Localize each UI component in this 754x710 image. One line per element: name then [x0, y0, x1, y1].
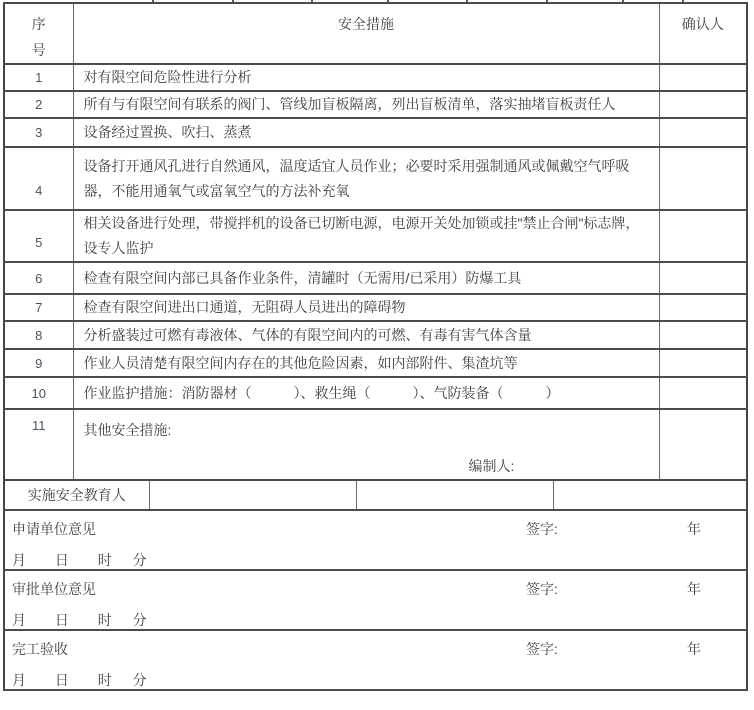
measure-row-9	[4, 349, 747, 377]
measure-text: 所有与有限空间有联系的阀门、管线加盲板隔离，列出盲板清单，落实抽堵盲板责任人	[73, 91, 659, 118]
approval-opinion-cell[interactable]	[4, 570, 747, 630]
measure-text: 分析盛装过可燃有毒液体、气体的有限空间内的可燃、有毒有害气体含量	[73, 321, 659, 349]
row-number: 3	[4, 118, 73, 147]
measure-text: 对有限空间危险性进行分析	[73, 64, 659, 91]
other-measures-cell[interactable]	[73, 409, 659, 480]
signature-label: 签字:	[526, 641, 558, 657]
header-serial-line2: 号	[31, 42, 46, 58]
approval-opinion-section	[4, 570, 747, 630]
signature-label: 签字:	[526, 581, 558, 597]
minute-label: 分	[132, 552, 147, 568]
completion-acceptance-section	[4, 630, 747, 690]
confirmer-cell[interactable]	[659, 91, 747, 118]
day-label: 日	[54, 612, 69, 628]
day-label: 日	[54, 672, 69, 688]
education-fill-cell[interactable]	[149, 480, 356, 510]
month-label: 月	[12, 672, 26, 688]
hour-label: 时	[97, 672, 112, 688]
confirmer-cell[interactable]	[659, 64, 747, 91]
confirmer-cell[interactable]	[659, 262, 747, 294]
completion-acceptance-cell[interactable]	[4, 630, 747, 690]
row-number: 4	[4, 147, 73, 210]
confirmer-cell[interactable]	[659, 409, 747, 480]
datetime-labels	[5, 551, 746, 569]
measure-row-6	[4, 262, 747, 294]
measure-text: 设备打开通风孔进行自然通风，温度适宜人员作业；必要时采用强制通风或佩戴空气呼吸器，不能用通氧气或富氧空气的方法补充氧	[73, 147, 659, 210]
minute-label: 分	[132, 612, 147, 628]
measure-row-11	[4, 409, 747, 480]
measure-row-7	[4, 294, 747, 321]
measure-text: 作业人员清楚有限空间内存在的其他危险因素，如内部附件、集渣坑等	[73, 349, 659, 377]
confirmer-cell[interactable]	[659, 294, 747, 321]
safety-education-row	[4, 480, 747, 510]
row-number: 11	[4, 409, 73, 480]
confirmer-cell[interactable]	[659, 321, 747, 349]
section-title: 申请单位意见	[12, 521, 96, 537]
signature-label: 签字:	[526, 521, 558, 537]
header-serial	[4, 3, 73, 64]
hour-label: 时	[97, 552, 112, 568]
measure-text: 设备经过置换、吹扫、蒸煮	[73, 118, 659, 147]
row-number: 9	[4, 349, 73, 377]
confirmer-cell[interactable]	[659, 349, 747, 377]
section-title: 完工验收	[12, 641, 68, 657]
row-number: 7	[4, 294, 73, 321]
row-number: 2	[4, 91, 73, 118]
confirmer-cell[interactable]	[659, 210, 747, 262]
measure-text: 作业监护措施：消防器材（ ）、救生绳（ ）、气防装备（ ）	[73, 377, 659, 409]
row-number: 10	[4, 377, 73, 409]
applicant-opinion-cell[interactable]	[4, 510, 747, 570]
section-title: 审批单位意见	[12, 581, 96, 597]
measure-row-2	[4, 91, 747, 118]
table-header-row	[4, 3, 747, 64]
header-measures: 安全措施	[73, 3, 659, 64]
datetime-labels	[5, 671, 746, 689]
measure-text: 检查有限空间进出口通道，无阻碍人员进出的障碍物	[73, 294, 659, 321]
education-fill-cell[interactable]	[356, 480, 553, 510]
measure-text: 检查有限空间内部已具备作业条件，清罐时（无需用/已采用）防爆工具	[73, 262, 659, 294]
row-number: 1	[4, 64, 73, 91]
year-label: 年	[687, 581, 701, 597]
measure-row-8	[4, 321, 747, 349]
row-number: 8	[4, 321, 73, 349]
hour-label: 时	[97, 612, 112, 628]
month-label: 月	[12, 552, 26, 568]
other-measures-label: 其他安全措施:	[83, 422, 172, 438]
header-serial-line1: 序	[31, 16, 46, 32]
safety-measures-table	[3, 2, 748, 691]
confirmer-cell[interactable]	[659, 147, 747, 210]
measure-row-5	[4, 210, 747, 262]
confirmer-cell[interactable]	[659, 118, 747, 147]
compiler-label: 编制人:	[468, 458, 515, 474]
row-number: 6	[4, 262, 73, 294]
row-number: 5	[4, 210, 73, 262]
month-label: 月	[12, 612, 26, 628]
measure-row-1	[4, 64, 747, 91]
year-label: 年	[687, 521, 701, 537]
datetime-labels	[5, 611, 746, 629]
education-fill-cell[interactable]	[553, 480, 747, 510]
day-label: 日	[54, 552, 69, 568]
measure-row-10	[4, 377, 747, 409]
measure-row-4	[4, 147, 747, 210]
measure-text: 相关设备进行处理，带搅拌机的设备已切断电源，电源开关处加锁或挂"禁止合闸"标志牌，设专人监护	[73, 210, 659, 262]
minute-label: 分	[132, 672, 147, 688]
header-confirmer: 确认人	[659, 3, 747, 64]
applicant-opinion-section	[4, 510, 747, 570]
year-label: 年	[687, 641, 701, 657]
confirmer-cell[interactable]	[659, 377, 747, 409]
measure-row-3	[4, 118, 747, 147]
safety-education-label: 实施安全教育人	[4, 480, 149, 510]
